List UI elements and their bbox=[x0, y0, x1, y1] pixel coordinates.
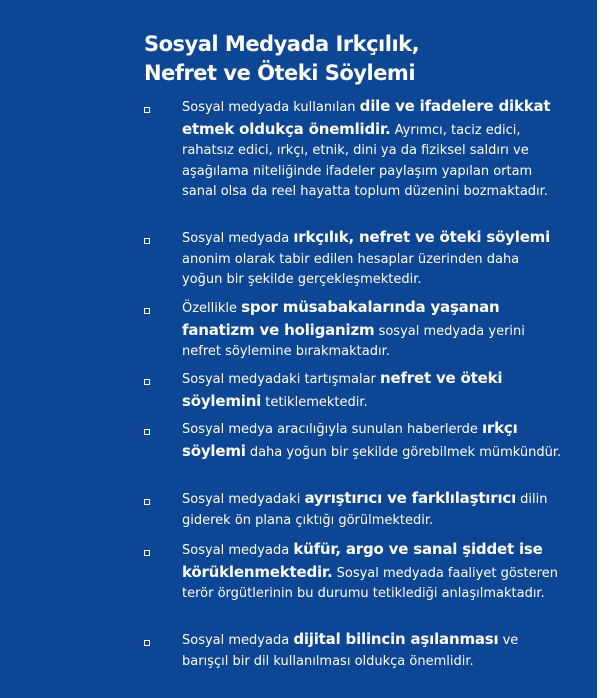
page-title bbox=[144, 30, 419, 88]
bullet-text bbox=[182, 368, 562, 413]
body-text: Sosyal medyada bbox=[182, 633, 294, 648]
emphasis-text: dijital bilincin aşılanması bbox=[293, 630, 499, 648]
emphasis-text: ayrıştırıcı ve farklılaştırıcı bbox=[304, 489, 517, 507]
title-line-2: Nefret ve Öteki Söylemi bbox=[144, 61, 416, 85]
body-text: Sosyal medyada bbox=[182, 543, 294, 558]
hollow-square-icon bbox=[144, 640, 150, 646]
bullet-text bbox=[182, 297, 562, 363]
body-text: daha yoğun bir şekilde görebilmek mümkündür. bbox=[245, 444, 562, 460]
bullet-text bbox=[182, 539, 562, 605]
hollow-square-icon bbox=[144, 550, 150, 556]
hollow-square-icon bbox=[144, 107, 150, 113]
body-text: ve barışçıl bir dil kullanılması oldukça önemlidir. bbox=[182, 633, 519, 669]
body-text: tetiklemektedir. bbox=[261, 394, 368, 410]
hollow-square-icon bbox=[144, 238, 150, 244]
emphasis-text: ırkçı söylemi bbox=[182, 419, 518, 460]
body-text: sosyal medyada yerini nefret söylemine bırakmaktadır. bbox=[182, 323, 525, 359]
body-text: dilin giderek ön plana çıktığı görülmektedir. bbox=[182, 492, 548, 528]
title-line-1: Sosyal Medyada Irkçılık, bbox=[144, 32, 420, 56]
emphasis-text: nefret ve öteki söylemini bbox=[182, 369, 503, 410]
body-text: Sosyal medya aracılığıyla sunulan haberlerde bbox=[182, 422, 482, 437]
body-text: Sosyal medyadaki tartışmalar bbox=[182, 372, 381, 387]
emphasis-text: ırkçılık, nefret ve öteki söylemi bbox=[293, 228, 551, 246]
body-text: Özellikle bbox=[182, 301, 242, 316]
bullet-text bbox=[182, 227, 562, 291]
bullet-text bbox=[182, 96, 562, 203]
emphasis-text: spor müsabakalarında yaşanan fanatizm ve holiganizm bbox=[182, 298, 500, 339]
hollow-square-icon bbox=[144, 429, 150, 435]
bullet-text bbox=[182, 488, 562, 531]
body-text: Sosyal medyada kullanılan bbox=[182, 100, 360, 115]
body-text: anonim olarak tabir edilen hesaplar üzerinden daha yoğun bir şekilde gerçekleşmektedir. bbox=[182, 251, 520, 287]
hollow-square-icon bbox=[144, 308, 150, 314]
body-text: Sosyal medyada bbox=[182, 231, 294, 246]
hollow-square-icon bbox=[144, 379, 150, 385]
bullet-text bbox=[182, 629, 562, 672]
emphasis-text: küfür, argo ve sanal şiddet ise körüklenmektedir. bbox=[182, 540, 543, 581]
hollow-square-icon bbox=[144, 499, 150, 505]
bullet-text bbox=[182, 418, 562, 463]
body-text: Sosyal medyada faaliyet gösteren terör örgütlerinin bu durumu tetiklediği anlaşılmaktadır. bbox=[182, 565, 558, 601]
emphasis-text: dile ve ifadelere dikkat etmek oldukça önemlidir. bbox=[182, 97, 551, 138]
body-text: Ayrımcı, taciz edici, rahatsız edici, ırkçı, etnik, dini ya da fiziksel saldırı ve aşağılama niteliğinde ifadeler paylaşım yapılan ortam sanal olsa da reel hayatta toplum düzenini bozmaktadır. bbox=[182, 122, 548, 199]
body-text: Sosyal medyadaki bbox=[182, 492, 305, 507]
